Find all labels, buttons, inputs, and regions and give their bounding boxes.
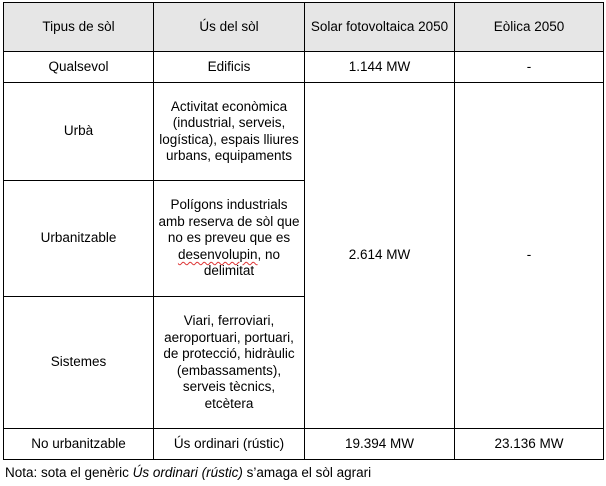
header-us-del-sol: Ús del sòl	[154, 3, 305, 52]
cell-solar: 19.394 MW	[305, 429, 455, 460]
cell-solar: 1.144 MW	[305, 52, 455, 83]
table-footnote	[5, 465, 371, 481]
cell-eolica: 23.136 MW	[455, 429, 604, 460]
footnote-prefix: Nota: sota el genèric	[5, 465, 133, 480]
cell-tipus: Qualsevol	[4, 52, 154, 83]
table-row	[4, 429, 604, 460]
cell-us	[154, 181, 305, 297]
header-eolica-2050: Eòlica 2050	[455, 3, 604, 52]
footnote-suffix: s’amaga el sòl agrari	[242, 465, 372, 480]
footnote-emphasis: Ús ordinari (rústic)	[132, 465, 243, 480]
cell-us: Ús ordinari (rústic)	[154, 429, 305, 460]
cell-tipus: Sistemes	[4, 297, 154, 429]
cell-tipus: No urbanitzable	[4, 429, 154, 460]
cell-us: Viari, ferroviari, aeroportuari, portuari, de protecció, hidràulic (embassaments), serveis tècnics, etcètera	[154, 297, 305, 429]
cell-eolica: -	[455, 52, 604, 83]
table-header-row	[4, 3, 604, 52]
header-tipus-de-sol: Tipus de sòl	[4, 3, 154, 52]
table-row	[4, 52, 604, 83]
cell-tipus: Urbanitzable	[4, 181, 154, 297]
header-solar-fotovoltaica-2050: Solar fotovoltaica 2050	[305, 3, 455, 52]
cell-us: Activitat econòmica (industrial, serveis, logística), espais lliures urbans, equipaments	[154, 83, 305, 181]
cell-eolica-merged: -	[455, 83, 604, 429]
cell-solar-merged: 2.614 MW	[305, 83, 455, 429]
cell-us: Edificis	[154, 52, 305, 83]
table-row	[4, 83, 604, 181]
cell-us-text-end: , no delimitat	[203, 246, 281, 279]
spellcheck-flagged-word: desenvolupin	[177, 246, 258, 262]
cell-tipus: Urbà	[4, 83, 154, 181]
cell-us-text: Polígons industrials amb reserva de sòl que no es preveu que es	[158, 197, 300, 246]
energy-land-use-table	[3, 2, 604, 460]
